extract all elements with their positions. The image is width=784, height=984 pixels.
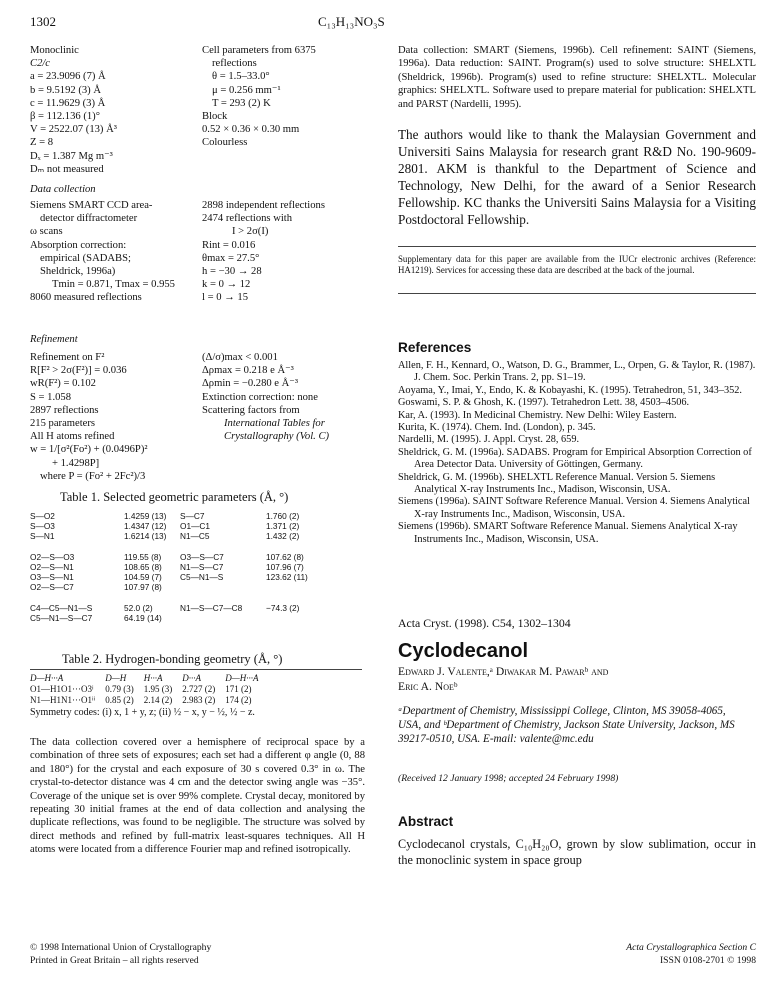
table2-cell: 0.79 (3) xyxy=(105,684,134,694)
table1-cell xyxy=(266,593,312,603)
table1-cell: 1.432 (2) xyxy=(266,531,300,542)
table1-row xyxy=(30,572,312,582)
table2-caption: Table 2. Hydrogen-bonding geometry (Å, °) xyxy=(62,652,283,666)
table1-cell: 1.4347 (12) xyxy=(124,521,167,532)
ref-line: Δρmax = 0.218 e Å⁻³ xyxy=(202,365,294,377)
ref-line: + 1.4298P] xyxy=(52,457,100,469)
table1-row xyxy=(30,521,312,531)
table1-cell: N1—S—C7 xyxy=(180,562,224,573)
reference-item: Kar, A. (1993). In Medicinal Chemistry. New Delhi: Wiley Eastern. xyxy=(398,409,677,421)
table2-cell: 1.95 (3) xyxy=(143,684,173,694)
footer-copyright: © 1998 International Union of Crystallography xyxy=(30,942,212,953)
experimental-paragraph: The data collection covered over a hemisphere of reciprocal space by a combination of three sets of exposures; each set had a different φ angle (0, 88 and 180°) for the crystal and each exposure of 30 s covered 0.3° in ω. The crystal-to-detector distance was 4 cm and the detector swing angle was −35°. Coverage of the unique set is over 99% complete. Crystal decay, monitored by repeating 30 initial frames at the end of data collection and analysing the duplicate reflections, was found to be negligible. The structure was solved by direct methods and refined by full-matrix least-squares techniques. All H atoms were located from a difference Fourier map and refined isotropically. xyxy=(30,737,365,856)
dc-line: 2474 reflections with xyxy=(202,213,293,225)
authors-line2: Eric A. Noeᵇ xyxy=(398,680,458,693)
dc-line: Rint = 0.016 xyxy=(202,239,256,251)
table1-cell: 107.97 (8) xyxy=(124,582,162,593)
cell-b: b = 9.5192 (3) Å xyxy=(30,84,102,96)
footer-journal: Acta Crystallographica Section C xyxy=(626,942,756,953)
reference-item: Aoyama, Y., Imai, Y., Endo, K. & Kobayashi, K. (1995). Tetrahedron, 51, 343–352. xyxy=(398,384,742,396)
dc-line: Siemens SMART CCD area- xyxy=(30,200,153,211)
article-citation: Acta Cryst. (1998). C54, 1302–1304 xyxy=(398,616,571,630)
table1-cell: C5—N1—S—C7 xyxy=(30,613,93,624)
ref-line: Crystallography (Vol. C) xyxy=(224,431,330,443)
table1-cell: 52.0 (2) xyxy=(124,602,153,613)
table1 xyxy=(30,511,312,623)
dc-line: k = 0 → 12 xyxy=(202,279,251,291)
crystal-size: 0.52 × 0.36 × 0.30 mm xyxy=(202,124,300,136)
table1-cell: C4—C5—N1—S xyxy=(30,602,93,613)
reference-item: Kurita, K. (1974). Chem. Ind. (London), p. 345. xyxy=(398,422,596,434)
cell-beta: β = 112.136 (1)° xyxy=(30,111,100,123)
table1-cell: 1.4259 (13) xyxy=(124,511,167,521)
table1-cell xyxy=(266,542,312,552)
table2-row xyxy=(30,684,268,695)
dc-line: θmax = 27.5° xyxy=(202,252,260,264)
table1-row xyxy=(30,603,312,613)
footer-issn: ISSN 0108-2701 © 1998 xyxy=(659,955,756,966)
table2-cell: 174 (2) xyxy=(225,695,252,705)
table1-row xyxy=(30,542,312,552)
cell-volume: V = 2522.07 (13) Å³ xyxy=(30,124,117,136)
table1-cell: 108.65 (8) xyxy=(124,562,162,573)
table2-header-cell: D—H···A xyxy=(225,673,259,683)
table2-header-cell: D···A xyxy=(182,673,201,683)
table1-cell xyxy=(266,613,312,623)
table2-rule-top xyxy=(30,669,362,670)
table1-cell: S—N1 xyxy=(30,531,55,542)
refinement-heading xyxy=(30,333,78,346)
table1-cell: O2—S—C7 xyxy=(30,582,74,593)
dc-line: 8060 measured reflections xyxy=(30,292,142,304)
table1-cell xyxy=(180,582,266,592)
dc-line: Tmin = 0.871, Tmax = 0.955 xyxy=(52,279,175,291)
refinement-left xyxy=(30,351,198,483)
theta-range: θ = 1.5–33.0° xyxy=(212,71,270,83)
ref-line: R[F² > 2σ(F²)] = 0.036 xyxy=(30,365,127,377)
table1-caption: Table 1. Selected geometric parameters (Å, °) xyxy=(60,490,289,504)
table2-cell: N1—H1N1···O1ⁱⁱ xyxy=(30,695,96,705)
ref-line: Δρmin = −0.280 e Å⁻³ xyxy=(202,378,299,390)
table2-header-row xyxy=(30,673,268,684)
dc-line: ω scans xyxy=(30,226,63,238)
ref-line: International Tables for xyxy=(224,418,325,430)
dc-line: h = −30 → 28 xyxy=(202,266,262,278)
table2-cell: 0.85 (2) xyxy=(105,695,134,705)
affiliation: ᵃDepartment of Chemistry, Mississippi College, Clinton, MS 39058-4065, USA, and ᵇDepartment of Chemistry, Jackson State University, Jackson, MS 39217-0510, USA. E-mail: valente@mc.edu xyxy=(398,705,735,746)
supp-rule-bottom xyxy=(398,293,756,294)
table1-cell: −74.3 (2) xyxy=(266,602,300,613)
ref-line: where P = (Fo² + 2Fc²)/3 xyxy=(40,470,146,482)
table1-row xyxy=(30,552,312,562)
ref-line: S = 1.058 xyxy=(30,391,71,403)
data-collection-left xyxy=(30,199,198,305)
reference-item: Siemens (1996a). SAINT Software Reference Manual. Version 4. Siemens Analytical X-ray Instruments Inc., Madison, Wisconsin, USA. xyxy=(398,496,750,520)
table1-cell: O2—S—O3 xyxy=(30,551,75,562)
table1-row xyxy=(30,562,312,572)
dc-line: detector diffractometer xyxy=(40,213,138,225)
article-title: Cyclodecanol xyxy=(398,640,529,662)
table1-cell xyxy=(30,593,124,603)
density-m: Dₘ not measured xyxy=(30,163,104,175)
cell-a: a = 23.9096 (7) Å xyxy=(30,71,106,83)
dc-line: l = 0 → 15 xyxy=(202,292,248,304)
table2-cell: 2.983 (2) xyxy=(182,695,216,705)
table1-cell xyxy=(180,593,266,603)
table2-cell: O1—H1O1···O3ⁱ xyxy=(30,684,94,694)
table1-cell: O3—S—N1 xyxy=(30,572,74,583)
acknowledgements: The authors would like to thank the Malaysian Government and Universiti Sains Malaysia for research grant R&D No. 190-9609-2801. AKM is thankful to the Department of Science and Technology, New Delhi, for the award of a Senior Research Fellowship. KC thanks the Universiti Sains Malaysia for a Visiting Postdoctoral Fellowship. xyxy=(398,127,756,227)
table2-cell: 2.14 (2) xyxy=(143,695,173,705)
dc-line: I > 2σ(I) xyxy=(232,226,269,238)
table1-cell: 1.760 (2) xyxy=(266,511,300,521)
ref-line: All H atoms refined xyxy=(30,431,115,443)
density-x: Dₓ = 1.387 Mg m⁻³ xyxy=(30,150,113,162)
table1-cell: 64.19 (14) xyxy=(124,613,162,624)
crystal-data-right xyxy=(202,44,352,150)
table1-cell: O2—S—N1 xyxy=(30,562,74,573)
data-collection-heading xyxy=(30,183,96,196)
table2-cell: 171 (2) xyxy=(225,684,252,694)
dc-line: empirical (SADABS; xyxy=(40,252,131,264)
dc-line: 2898 independent reflections xyxy=(202,200,325,211)
table1-cell: S—C7 xyxy=(180,511,205,521)
reference-item: Siemens (1996b). SMART Software Reference Manual. Siemens Analytical X-ray Instruments Inc., Madison, Wisconsin, USA. xyxy=(398,521,738,545)
symmetry-codes: Symmetry codes: (i) x, 1 + y, z; (ii) ½ − x, y − ½, ½ − z. xyxy=(30,707,255,718)
table1-cell xyxy=(124,593,180,603)
dc-line: Absorption correction: xyxy=(30,239,127,251)
table1-cell xyxy=(30,542,124,552)
reference-item: Goswami, S. P. & Ghosh, K. (1997). Tetrahedron Lett. 38, 4503–4506. xyxy=(398,397,690,409)
supp-rule-top xyxy=(398,246,756,247)
abstract-text: Cyclodecanol crystals, C₁₀H₂₀O, grown by slow sublimation, occur in the monoclinic system in space group xyxy=(398,837,756,867)
table1-cell: O1—C1 xyxy=(180,521,210,532)
data-collection-right xyxy=(202,199,367,305)
table1-cell: S—O3 xyxy=(30,521,55,532)
reference-item: Nardelli, M. (1995). J. Appl. Cryst. 28, 659. xyxy=(398,434,580,446)
ref-line: 2897 reflections xyxy=(30,404,99,416)
table1-row xyxy=(30,613,312,623)
page-number: 1302 xyxy=(30,14,56,29)
section-heading: Data collection xyxy=(30,184,96,195)
reference-item: Sheldrick, G. M. (1996a). SADABS. Program for Empirical Absorption Correction of Area Detector Data. University of Göttingen, Germany. xyxy=(398,446,752,471)
table2-header-cell: D—H···A xyxy=(30,673,64,683)
crystal-system: Monoclinic xyxy=(30,45,79,56)
table1-cell xyxy=(180,613,266,623)
ref-line: w = 1/[σ²(Fo²) + (0.0496P)² xyxy=(30,444,148,456)
cell-params-line: Cell parameters from 6375 xyxy=(202,45,316,56)
table1-cell: 119.55 (8) xyxy=(124,551,162,562)
table1-cell: 107.62 (8) xyxy=(266,551,304,562)
table1-cell: N1—S—C7—C8 xyxy=(180,602,243,613)
table1-cell: 104.59 (7) xyxy=(124,572,162,583)
table1-cell xyxy=(180,542,266,552)
reference-item: Sheldrick, G. M. (1996b). SHELXTL Reference Manual. Version 5. Siemens Analytical X-ray Instruments Inc., Madison, Wisconsin, USA. xyxy=(398,471,716,496)
running-header-formula: C₁₃H₁₃NO₃S xyxy=(318,14,385,29)
section-heading: Refinement xyxy=(30,334,78,345)
table1-cell xyxy=(124,542,180,552)
ref-line: (Δ/σ)max < 0.001 xyxy=(202,352,278,363)
table1-cell: N1—C5 xyxy=(180,531,210,542)
received-dates: (Received 12 January 1998; accepted 24 February 1998) xyxy=(398,773,619,784)
reference-item: Allen, F. H., Kennard, O., Watson, D. G., Brammer, L., Orpen, G. & Taylor, R. (1987). J. Chem. Soc. Perkin Trans. 2, pp. S1–19. xyxy=(398,360,756,384)
crystal-shape: Block xyxy=(202,111,228,123)
table2-header-cell: H···A xyxy=(143,673,163,683)
footer-printed: Printed in Great Britain – all rights reserved xyxy=(30,955,199,966)
cell-c: c = 11.9629 (3) Å xyxy=(30,97,106,109)
table1-row xyxy=(30,511,312,521)
table1-row xyxy=(30,582,312,592)
computing-details: Data collection: SMART (Siemens, 1996b). Cell refinement: SAINT (Siemens, 1996a). Data reduction: SAINT. Program(s) used to solve structure: SHELXTL (Sheldrick, 1996b). Program(s) used to refine structure: SHELXTL. Molecular graphics: SHELXTL. Software used to prepare material for publication: SHELXTL and PARST (Nardelli, 1995). xyxy=(398,45,756,110)
refinement-right xyxy=(202,351,367,443)
authors-line1: Edward J. Valente,ᵃ Diwakar M. Pawarᵇ and xyxy=(398,665,609,678)
table1-cell xyxy=(266,582,312,592)
table2-header-cell: D—H xyxy=(105,673,127,683)
ref-line: 215 parameters xyxy=(30,418,96,430)
ref-line: Extinction correction: none xyxy=(202,391,318,403)
table1-cell: 1.371 (2) xyxy=(266,521,300,532)
crystal-data-left xyxy=(30,44,195,176)
ref-line: wR(F²) = 0.102 xyxy=(30,378,96,390)
table1-cell: C5—N1—S xyxy=(180,572,224,583)
mu-value: μ = 0.256 mm⁻¹ xyxy=(212,84,281,96)
table1-cell: 107.96 (7) xyxy=(266,562,304,573)
table2 xyxy=(30,673,268,706)
ref-line: Scattering factors from xyxy=(202,404,300,416)
dc-line: Sheldrick, 1996a) xyxy=(40,266,116,278)
cell-params-line: reflections xyxy=(212,58,257,70)
references-heading: References xyxy=(398,340,472,355)
references-list xyxy=(398,360,756,546)
space-group: C2/c xyxy=(30,58,51,70)
table1-cell: S—O2 xyxy=(30,511,55,521)
table2-row xyxy=(30,695,268,706)
crystal-colour: Colourless xyxy=(202,137,248,149)
z-value: Z = 8 xyxy=(30,137,54,149)
abstract-heading: Abstract xyxy=(398,814,454,829)
temperature: T = 293 (2) K xyxy=(212,97,271,109)
table2-cell: 2.727 (2) xyxy=(182,684,216,694)
supplementary-note: Supplementary data for this paper are available from the IUCr electronic archives (Reference: HA1219). Services for accessing these data are described at the back of the journal. xyxy=(398,254,756,276)
table1-cell: 1.6214 (13) xyxy=(124,531,167,542)
table1-row xyxy=(30,531,312,541)
table1-row xyxy=(30,593,312,603)
table1-cell: O3—S—C7 xyxy=(180,551,224,562)
table1-cell: 123.62 (11) xyxy=(266,572,308,583)
ref-line: Refinement on F² xyxy=(30,352,105,363)
